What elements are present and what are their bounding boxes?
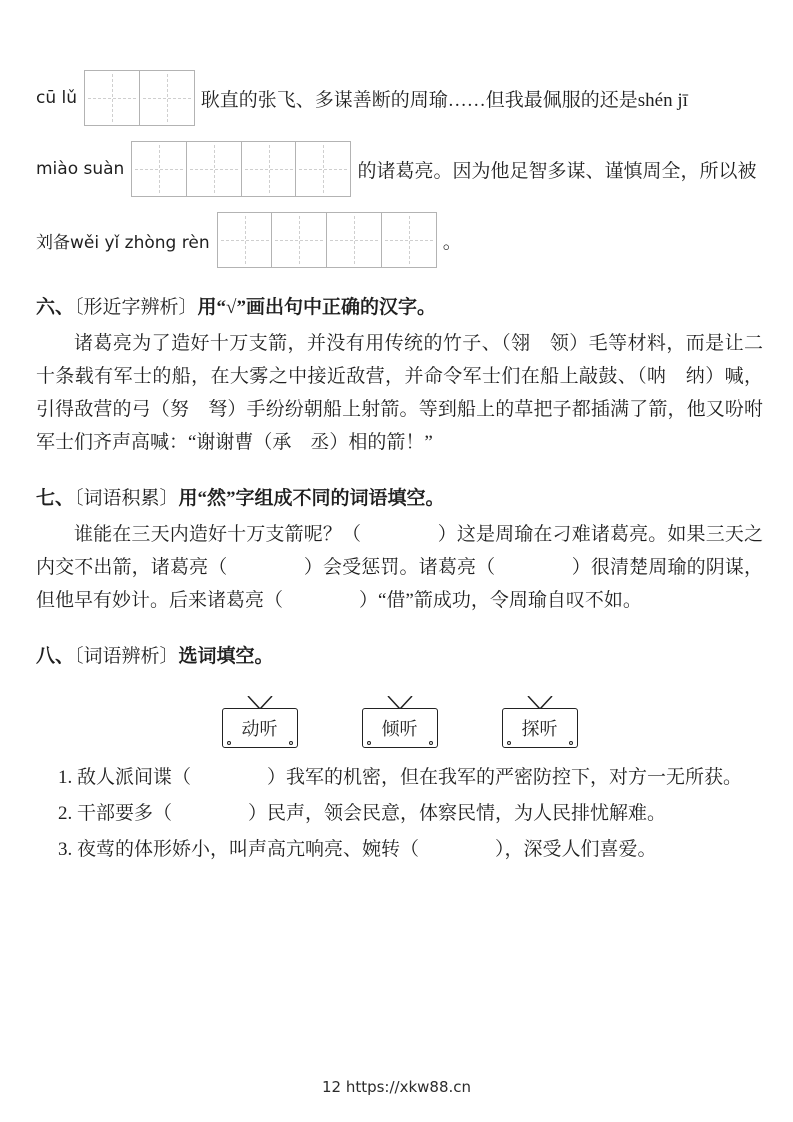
writing-box <box>217 212 273 268</box>
writing-box <box>139 70 195 126</box>
tv-knob-icon <box>569 741 573 745</box>
tv-knob-icon <box>289 741 293 745</box>
writing-box <box>381 212 437 268</box>
writing-box <box>84 70 140 126</box>
word-option-tv-qingting <box>362 708 438 748</box>
section-number: 六、 <box>36 297 75 318</box>
section-tag: 〔词语辨析〕 <box>74 646 179 667</box>
writing-box <box>241 141 297 197</box>
section-7-heading <box>36 483 763 510</box>
writing-box <box>295 141 351 197</box>
tv-knob-icon <box>429 741 433 745</box>
section-6-body: 诸葛亮为了造好十万支箭，并没有用传统的竹子、（翎 领）毛等材料，而是让二十条载有军士的船，在大雾之中接近敌营，并命令军士们在船上敲鼓、（呐 纳）喊，引得敌营的弓（努 弩）手纷纷朝船上射箭。等到船上的草把子都插满了箭，他又吩咐军士们齐声高喊：“谢谢曹（承 丞）相的箭！” <box>36 333 763 453</box>
section-title: 选词填空。 <box>178 646 274 667</box>
pinyin-label: miào suàn <box>36 159 125 179</box>
section-8-items <box>36 760 763 868</box>
fill-row-text: 。 <box>442 231 462 253</box>
pinyin-fill-section <box>36 70 763 268</box>
tv-antenna-icon <box>387 696 413 709</box>
writing-boxes <box>84 70 195 126</box>
pinyin-label: cū lǔ <box>36 88 78 108</box>
word-option-tv-dongting <box>222 708 298 748</box>
writing-boxes <box>131 141 351 197</box>
section-tag: 〔词语积累〕 <box>74 488 179 509</box>
section-6 <box>36 292 763 459</box>
word-option-label: 倾听 <box>381 719 418 739</box>
fill-row-cu-lu <box>36 70 763 126</box>
fill-row-text: 的诸葛亮。因为他足智多谋、谨慎周全，所以被 <box>357 160 757 182</box>
footer-page-url: 12 https://xkw88.cn <box>321 1078 472 1096</box>
section-title: 用“√”画出句中正确的汉字。 <box>197 297 436 318</box>
tv-antenna-icon <box>247 696 273 709</box>
word-option-label: 探听 <box>521 719 558 739</box>
writing-box <box>271 212 327 268</box>
fill-item-2: 2. 干部要多（ ）民声，领会民意，体察民情，为人民排忧解难。 <box>58 803 667 824</box>
writing-box <box>131 141 187 197</box>
section-tag: 〔形近字辨析〕 <box>74 297 198 318</box>
writing-box <box>186 141 242 197</box>
tv-antenna-icon <box>527 696 553 709</box>
section-title: 用“然”字组成不同的词语填空。 <box>178 488 445 509</box>
fill-item-3: 3. 夜莺的体形娇小，叫声高亢响亮、婉转（ ），深受人们喜爱。 <box>58 839 657 860</box>
word-options-row <box>36 696 763 748</box>
section-number: 七、 <box>36 488 75 509</box>
section-8-heading <box>36 641 763 668</box>
word-option-label: 动听 <box>241 719 278 739</box>
section-number: 八、 <box>36 646 75 667</box>
fill-item-1: 1. 敌人派间谍（ ）我军的机密，但在我军的严密防控下，对方一无所获。 <box>58 767 743 788</box>
tv-knob-icon <box>507 741 511 745</box>
fill-row-miao-suan <box>36 141 763 197</box>
writing-boxes <box>217 212 437 268</box>
fill-row-wei-yi-zhong-ren <box>36 212 763 268</box>
section-8 <box>36 641 763 868</box>
section-6-heading <box>36 292 763 319</box>
word-option-tv-tanting <box>502 708 578 748</box>
pinyin-label: 刘备wěi yǐ zhòng rèn <box>36 232 210 253</box>
tv-knob-icon <box>227 741 231 745</box>
writing-box <box>326 212 382 268</box>
section-7 <box>36 483 763 617</box>
fill-row-text: 耿直的张飞、多谋善断的周瑜……但我最佩服的还是shén jī <box>200 89 688 111</box>
tv-knob-icon <box>367 741 371 745</box>
section-7-body: 谁能在三天内造好十万支箭呢？（ ）这是周瑜在刁难诸葛亮。如果三天之内交不出箭，诸葛亮（ ）会受惩罚。诸葛亮（ ）很清楚周瑜的阴谋，但他早有妙计。后来诸葛亮（ ）“借”箭成功，令周瑜自叹不如。 <box>36 524 763 611</box>
